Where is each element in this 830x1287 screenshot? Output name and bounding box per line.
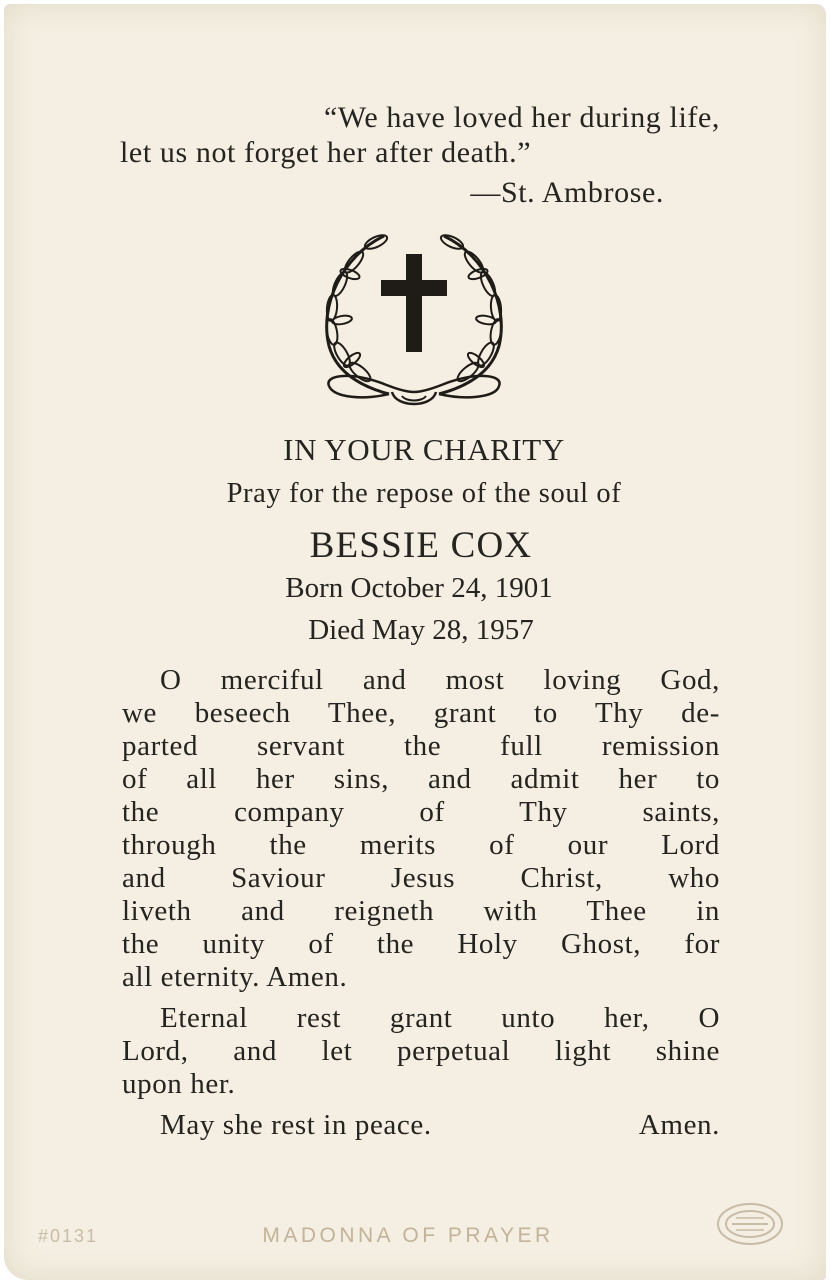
- prayer-line: we beseech Thee, grant to Thy de-: [122, 697, 720, 729]
- closing-text: May she rest in peace.: [160, 1109, 432, 1141]
- prayer-line: parted servant the full remission: [122, 730, 720, 762]
- quote-line-2: let us not forget her after death.”: [120, 136, 532, 169]
- prayer-line: all eternity. Amen.: [122, 961, 348, 993]
- prayer-line: through the merits of our Lord: [122, 829, 720, 861]
- deceased-name: BESSIE COX: [309, 525, 533, 566]
- eternal-rest-line: Eternal rest grant unto her, O: [160, 1002, 720, 1034]
- cross-wreath-icon: [314, 226, 514, 418]
- prayer-line: the unity of the Holy Ghost, for: [122, 928, 720, 960]
- prayer-line: and Saviour Jesus Christ, who: [122, 862, 720, 894]
- prayer-line: liveth and reigneth with Thee in: [122, 895, 720, 927]
- birth-date: Born October 24, 1901: [285, 572, 553, 604]
- prayer-line: O merciful and most loving God,: [160, 664, 720, 696]
- heading-charity: IN YOUR CHARITY: [283, 432, 565, 467]
- card-series-title: MADONNA OF PRAYER: [262, 1224, 554, 1247]
- st-anthonys-guild-seal-icon: [712, 1198, 788, 1250]
- death-date: Died May 28, 1957: [308, 614, 534, 646]
- quote-attribution: —St. Ambrose.: [470, 176, 664, 209]
- prayer-line: of all her sins, and admit her to: [122, 763, 720, 795]
- eternal-rest-paragraph: [122, 1002, 720, 1101]
- eternal-rest-line: upon her.: [122, 1068, 236, 1100]
- memorial-card: [4, 4, 826, 1280]
- closing-line: [160, 1109, 720, 1142]
- eternal-rest-line: Lord, and let perpetual light shine: [122, 1035, 720, 1067]
- quote-line-1: “We have loved her during life,: [323, 101, 720, 134]
- prayer-paragraph: [122, 664, 720, 994]
- quote: [120, 100, 720, 170]
- card-number: #0131: [38, 1226, 99, 1246]
- heading-pray: Pray for the repose of the soul of: [226, 478, 622, 509]
- closing-amen: Amen.: [638, 1109, 720, 1141]
- prayer-line: the company of Thy saints,: [122, 796, 720, 828]
